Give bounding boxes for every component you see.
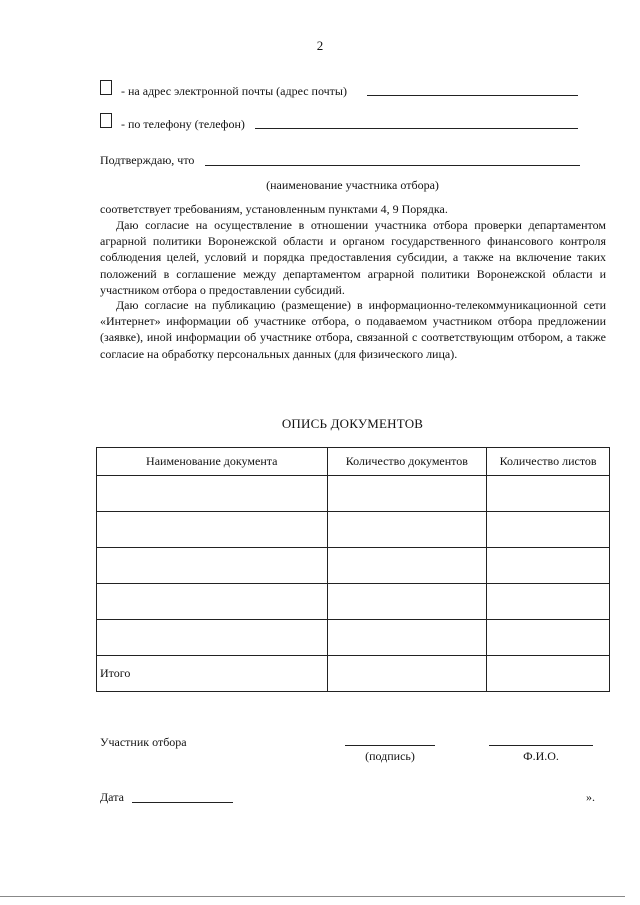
column-header-sheet-count: Количество листов <box>487 448 610 476</box>
date-closing-mark: ». <box>586 790 595 804</box>
page-bottom-rule <box>0 896 625 897</box>
table-cell[interactable] <box>97 512 328 548</box>
table-row <box>97 548 610 584</box>
email-field[interactable] <box>367 95 578 96</box>
table-cell[interactable] <box>97 476 328 512</box>
table-cell[interactable] <box>327 656 487 692</box>
table-cell[interactable] <box>487 656 610 692</box>
date-label: Дата <box>100 790 124 804</box>
table-row <box>97 584 610 620</box>
table-cell[interactable] <box>487 548 610 584</box>
table-row <box>97 620 610 656</box>
inventory-table <box>96 447 610 692</box>
table-row <box>97 512 610 548</box>
participant-name-field[interactable] <box>205 165 580 166</box>
table-cell[interactable] <box>487 476 610 512</box>
paragraph-requirements: соответствует требованиям, установленным пунктами 4, 9 Порядка. <box>100 202 448 216</box>
table-cell[interactable] <box>327 476 487 512</box>
participant-label: Участник отбора <box>100 735 187 749</box>
table-cell[interactable] <box>97 584 328 620</box>
inventory-title: ОПИСЬ ДОКУМЕНТОВ <box>281 416 424 431</box>
page-number: 2 <box>316 38 324 53</box>
table-cell[interactable] <box>327 584 487 620</box>
column-header-document-count: Количество документов <box>327 448 487 476</box>
email-option-row <box>100 80 347 99</box>
signature-field[interactable] <box>345 745 435 746</box>
email-checkbox[interactable] <box>100 80 112 95</box>
table-cell[interactable] <box>487 620 610 656</box>
table-cell[interactable] <box>97 620 328 656</box>
table-cell[interactable] <box>327 548 487 584</box>
table-row <box>97 476 610 512</box>
total-label: Итого <box>97 656 328 692</box>
date-field[interactable] <box>132 802 233 803</box>
phone-field[interactable] <box>255 128 578 129</box>
table-total-row <box>97 656 610 692</box>
table-cell[interactable] <box>97 548 328 584</box>
participant-name-caption: (наименование участника отбора) <box>266 178 439 192</box>
full-name-caption: Ф.И.О. <box>523 749 559 763</box>
table-cell[interactable] <box>487 512 610 548</box>
signature-caption: (подпись) <box>365 749 415 763</box>
email-option-label: - на адрес электронной почты (адрес почты) <box>121 84 347 98</box>
phone-option-label: - по телефону (телефон) <box>121 117 245 131</box>
table-cell[interactable] <box>327 512 487 548</box>
phone-option-row <box>100 113 245 132</box>
table-cell[interactable] <box>487 584 610 620</box>
paragraph-publication-consent: Даю согласие на публикацию (размещение) в информационно-телекоммуникационной сети «Интернет» информации об участнике отбора, о подаваемом участником отбора предложении (заявке), иной информации об участнике отбора, связанной с соответствующим отбором, а также согласие на обработку персональных данных (для физического лица). <box>100 298 606 361</box>
table-cell[interactable] <box>327 620 487 656</box>
paragraph-audit-consent: Даю согласие на осуществление в отношении участника отбора проверки департаментом аграрной политики Воронежской области и органом государственного финансового контроля соблюдения целей, условий и порядка предоставления субсидии, а также на включение таких положений в соглашение между департаментом аграрной политики Воронежской области и участником отбора о предоставлении субсидий. <box>100 218 606 297</box>
phone-checkbox[interactable] <box>100 113 112 128</box>
full-name-field[interactable] <box>489 745 593 746</box>
column-header-document-name: Наименование документа <box>97 448 328 476</box>
confirm-prefix: Подтверждаю, что <box>100 153 195 167</box>
table-header-row <box>97 448 610 476</box>
